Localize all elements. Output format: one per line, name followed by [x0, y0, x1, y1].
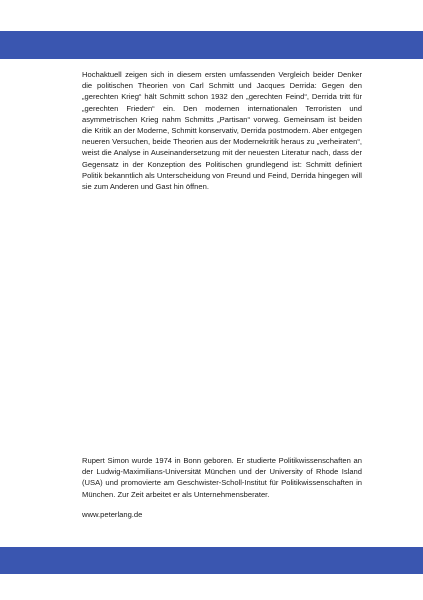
top-color-band [0, 31, 423, 59]
publisher-website: www.peterlang.de [82, 510, 143, 519]
book-description: Hochaktuell zeigen sich in diesem ersten umfassenden Vergleich beider Denker die politischen Theorien von Carl Schmitt und Jacques Derrida: Gegen den „gerechten Krieg“ hält Schmitt schon 1932 den „gerechten Feind“, Derrida tritt für „gerechten Frieden“ ein. Den modernen internationalen Terroristen und asymmetrischen Krieg nahm Schmitts „Partisan“ vorweg. Gemeinsam ist beiden die Kritik an der Moderne, Schmitt konservativ, Derrida postmodern. Aber entgegen neueren Versuchen, beide Theorien aus der Modernekritik heraus zu „verheiraten“, weist die Analyse in Auseinandersetzung mit der neuesten Literatur nach, dass der Gegensatz in der Konzeption des Politischen grundlegend ist: Schmitt definiert Politik bekanntlich als Unterscheidung von Freund und Feind, Derrida hingegen will sie zum Anderen und Gast hin öffnen. [82, 70, 362, 192]
bottom-color-band [0, 547, 423, 574]
author-biography: Rupert Simon wurde 1974 in Bonn geboren. Er studierte Politikwissenschaften an der Ludwig-Maximilians-Universität München und der University of Rhode Island (USA) und promovierte am Geschwister-Scholl-Institut für Politikwissenschaften in München. Zur Zeit arbeitet er als Unternehmensberater. [82, 456, 362, 499]
